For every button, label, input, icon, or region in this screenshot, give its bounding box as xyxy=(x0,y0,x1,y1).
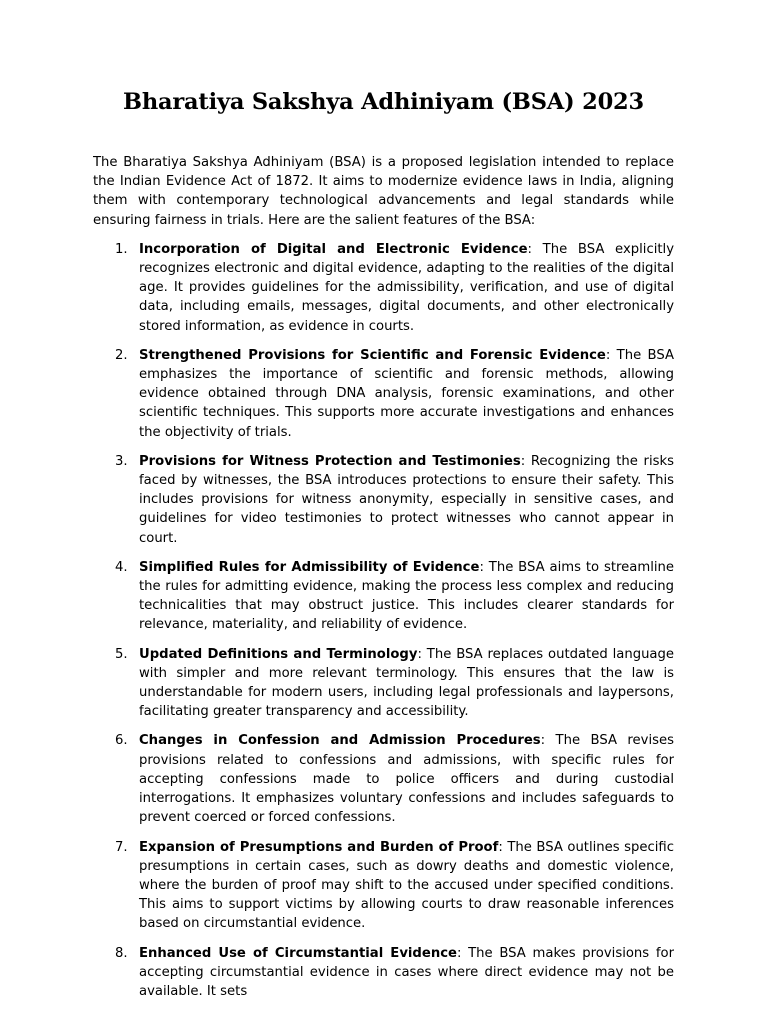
list-item-number: 5. xyxy=(115,646,128,662)
list-item xyxy=(93,944,674,1002)
list-item xyxy=(93,452,674,548)
list-item-heading: Updated Definitions and Terminology xyxy=(139,646,418,662)
list-item xyxy=(93,838,674,934)
list-item-text: : The BSA makes provisions for accepting circumstantial evidence in cases where direct evidence may not be available. It sets xyxy=(139,945,674,999)
list-item-text: : The BSA explicitly recognizes electronic and digital evidence, adapting to the realities of the digital age. It provides guidelines for the admissibility, verification, and use of digital data, including emails, messages, digital documents, and other electronically stored information, as evidence in courts. xyxy=(139,241,674,334)
list-item-heading: Provisions for Witness Protection and Testimonies xyxy=(139,453,521,469)
list-item-number: 4. xyxy=(115,559,128,575)
list-item xyxy=(93,645,674,722)
features-list xyxy=(93,240,674,1001)
intro-paragraph: The Bharatiya Sakshya Adhiniyam (BSA) is a proposed legislation intended to replace the Indian Evidence Act of 1872. It aims to modernize evidence laws in India, aligning them with contemporary technological advancements and legal standards while ensuring fairness in trials. Here are the salient features of the BSA: xyxy=(93,155,674,228)
document-page xyxy=(93,0,674,1024)
list-item xyxy=(93,731,674,827)
list-item xyxy=(93,240,674,336)
list-item-number: 8. xyxy=(115,945,128,961)
list-item-number: 3. xyxy=(115,453,128,469)
list-item-number: 6. xyxy=(115,733,128,749)
list-item-heading: Expansion of Presumptions and Burden of Proof xyxy=(139,839,499,855)
list-item-number: 2. xyxy=(115,347,128,363)
list-item-heading: Simplified Rules for Admissibility of Evidence xyxy=(139,559,480,575)
list-item-number: 1. xyxy=(115,241,128,257)
list-item-heading: Changes in Confession and Admission Procedures xyxy=(139,733,541,749)
list-item-text: : The BSA outlines specific presumptions in certain cases, such as dowry deaths and domestic violence, where the burden of proof may shift to the accused under specified conditions. This aims to support victims by allowing courts to draw reasonable inferences based on circumstantial evidence. xyxy=(139,839,674,932)
list-item-text: : The BSA replaces outdated language with simpler and more relevant terminology. This ensures that the law is understandable for modern users, including legal professionals and laypersons, facilitating greater transparency and accessibility. xyxy=(139,646,674,720)
list-item xyxy=(93,558,674,635)
list-item-heading: Incorporation of Digital and Electronic Evidence xyxy=(139,241,528,257)
list-item-heading: Strengthened Provisions for Scientific and Forensic Evidence xyxy=(139,347,606,363)
list-item-text: : The BSA aims to streamline the rules for admitting evidence, making the process less complex and reducing technicalities that may obstruct justice. This includes clearer standards for relevance, materiality, and reliability of evidence. xyxy=(139,559,674,633)
list-item-text: : The BSA revises provisions related to confessions and admissions, with specific rules for accepting confessions made to police officers and during custodial interrogations. It emphasizes voluntary confessions and includes safeguards to prevent coerced or forced confessions. xyxy=(139,733,674,826)
list-item xyxy=(93,346,674,442)
page-title: Bharatiya Sakshya Adhiniyam (BSA) 2023 xyxy=(123,89,644,115)
list-item-number: 7. xyxy=(115,839,128,855)
list-item-heading: Enhanced Use of Circumstantial Evidence xyxy=(139,945,457,961)
list-item-text: : The BSA emphasizes the importance of scientific and forensic methods, allowing evidence obtained through DNA analysis, forensic examinations, and other scientific techniques. This supports more accurate investigations and enhances the objectivity of trials. xyxy=(139,347,674,440)
list-item-text: : Recognizing the risks faced by witnesses, the BSA introduces protections to ensure their safety. This includes provisions for witness anonymity, especially in sensitive cases, and guidelines for video testimonies to protect witnesses who cannot appear in court. xyxy=(139,453,674,546)
